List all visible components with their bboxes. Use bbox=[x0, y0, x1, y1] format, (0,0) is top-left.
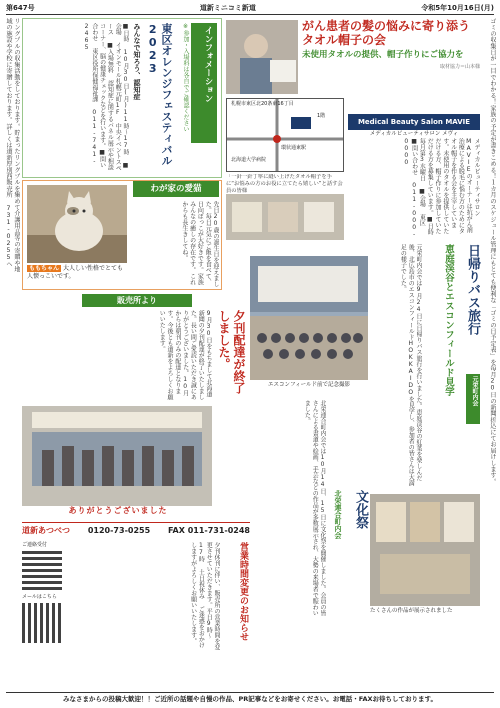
cat-photo bbox=[27, 185, 127, 263]
towel-caption: 「一針一針丁寧に縫い上げたタオル帽子を手に“お悩みの方のお役に立てたら嬉しい”と話す会員の皆様 bbox=[226, 174, 343, 194]
info-body: ■日時 10月30日(月)11時～17時 ■会場 イオンモール札幌元町1F 中央イベントスペース ■入場無料 認知症に関するパネル展示や相談コーナー、脳の健康チェックなどを行います。■問い合わせ 東区役所保健福祉課 011-741-2465 bbox=[83, 23, 129, 171]
map-route: 札幌市東区北20条東16丁目 bbox=[231, 101, 294, 107]
left-notice-strip: リングプルの収集活動をしております。貯まったリングプルを集めて介護用品等の寄贈や地域の施設や学校に寄贈しております。詳しくは道新厚別西販売所 731-0255へ bbox=[4, 18, 20, 273]
store-photo bbox=[22, 406, 212, 506]
towel-body: メディカルビューティサロンMAVIEのオーナーは抗がん剤治療による脱毛に悩む方のためにタオル帽子を作る会を主宰しています。未使用のタオルを提供していただける方、帽子作りに参加していただける方を募集しています。■日時 毎月第3水曜日 ■会場 東区 ■問い合わせ 011-000-0000 bbox=[402, 138, 480, 238]
culture-body: 北栄連合町内会では10月14日、15日に文化祭を開催しました。会員の皆さんによる書道や絵画、手芸などの作品が多数展示され、大勢の来場者で賑わいました。 bbox=[303, 400, 326, 616]
culture-photo-caption: たくさんの作品が展示されました bbox=[370, 608, 453, 614]
cat-caption-text: 大人しい性格でとても人懐っこいです。 bbox=[27, 265, 123, 280]
evening-body: 9月30日をもちまして北海道新聞の夕刊配達が終了いたしました。長い間ご愛読いただき誠にありがとうございました。10月からは朝刊のみの配達となります。今後とも道新をよろしくお願いいたします。 bbox=[158, 310, 212, 400]
info-subtitle: みんなで知ろう、認知症 bbox=[133, 23, 141, 100]
mail-label: メールはこちら bbox=[22, 594, 57, 601]
evening-section bbox=[22, 294, 246, 404]
info-title: 東区オレンジフェスティバル2023 bbox=[146, 23, 173, 166]
towel-photo bbox=[226, 20, 298, 94]
evening-box: 販売所より bbox=[82, 294, 192, 307]
map-note-label: 1階 bbox=[317, 113, 326, 119]
issue-date: 令和5年10月16日(月) bbox=[421, 3, 494, 12]
info-badge: インフォメーション bbox=[191, 23, 217, 143]
towel-photo-credit: 取材協力＝山本様 bbox=[439, 64, 480, 70]
bus-section bbox=[370, 244, 480, 494]
bus-subtitle: 恵庭渓谷とエスコンフィールド見学 bbox=[443, 244, 454, 396]
salon-kana: メディカルビューティサロン メヴィ bbox=[369, 131, 459, 137]
qr-block bbox=[22, 542, 66, 652]
cat-caption bbox=[27, 265, 127, 280]
issue-number: 第647号 bbox=[6, 3, 35, 12]
bus-body: 元栄町内会では9月24日に日帰りバス旅行を行いました。恵庭渓谷の紅葉を楽しんだ後、北広島市のエスコンフィールドHOKKAIDOを見学し、参加者の皆さんは大満足の様子でした。 bbox=[399, 244, 422, 486]
towel-map bbox=[226, 98, 344, 172]
hours-title: 営業時間変更のお知らせ bbox=[238, 542, 248, 641]
info-subnote: ※参加・入場料は各自でご確認ください bbox=[182, 23, 189, 132]
info-section bbox=[22, 18, 222, 178]
qr-label: ご連絡受付 bbox=[22, 542, 48, 548]
shop-tel[interactable]: 0120-73-0255 bbox=[87, 525, 151, 535]
map-station-label: 環状通東駅 bbox=[281, 145, 307, 151]
bus-sponsor: 元栄町内会 bbox=[466, 374, 480, 424]
culture-section bbox=[250, 400, 368, 620]
bus-photo bbox=[250, 256, 368, 380]
shop-contact-bar bbox=[22, 522, 250, 538]
culture-sponsor: 北栄連合町内会 bbox=[334, 490, 342, 539]
qr-code-icon[interactable] bbox=[22, 550, 62, 590]
bus-title: 日帰りバス旅行 bbox=[465, 244, 480, 335]
towel-section bbox=[226, 18, 480, 240]
culture-photo bbox=[370, 494, 480, 606]
hours-body: 夕刊休刊に伴い、販売所の営業時間を変更させていただきます。平日9時～17時 土日祝休み ご迷惑をおかけしますがよろしくお願いいたします。 bbox=[189, 542, 220, 650]
towel-title: がん患者の髪の悩みに寄り添うタオル帽子の会 bbox=[302, 19, 471, 47]
bus-photo-caption: エスコンフィールド前で記念撮影 bbox=[268, 382, 350, 388]
right-notice-strip: ゴミの収集日が一目でわかる！家族の予定が書きこめる！１カ月のスケジュール管理にもとても便利な「ゴミの日予定表」を毎月20日の新聞折込にてお届けします。 bbox=[489, 18, 496, 485]
page-header bbox=[6, 2, 494, 15]
cat-body: 先日20歳の誕生日を迎えました。毎日元気にご飯を食べて、日向ぼっこが大好きです。家族みんなの癒しの存在です。これからも長生きしてね。 bbox=[180, 201, 219, 287]
shop-fax[interactable]: FAX 011-731-0248 bbox=[168, 525, 250, 535]
map-hospital-label: 北海道大学病院 bbox=[231, 157, 267, 163]
salon-name: Medical Beauty Salon MAVIE bbox=[348, 114, 480, 130]
towel-hat-photo bbox=[226, 194, 344, 240]
culture-title: 文化祭 bbox=[353, 490, 368, 529]
footer-note: みなさまからの投稿大歓迎！！ご近所の話題や自慢の作品、PR記事などをお寄せください。お電話・FAXお待ちしております。 bbox=[6, 692, 494, 704]
map-shop-label: MAVIE bbox=[293, 129, 311, 135]
shop-name: 道新あつべつ bbox=[22, 525, 70, 535]
cat-title: わが家の愛猫 bbox=[133, 181, 219, 197]
mail-qr-icon[interactable] bbox=[22, 603, 62, 643]
thanks-banner: ありがとうございました bbox=[68, 506, 168, 515]
cat-name: ももちゃん bbox=[29, 265, 60, 272]
cat-section bbox=[22, 180, 222, 290]
towel-subtitle: 未使用タオルの提供、帽子作りにご協力を bbox=[302, 50, 464, 60]
evening-title: 夕刊配達が終了しました。 bbox=[217, 310, 246, 394]
paper-name: 道新ミニコミ新道 bbox=[199, 3, 256, 12]
